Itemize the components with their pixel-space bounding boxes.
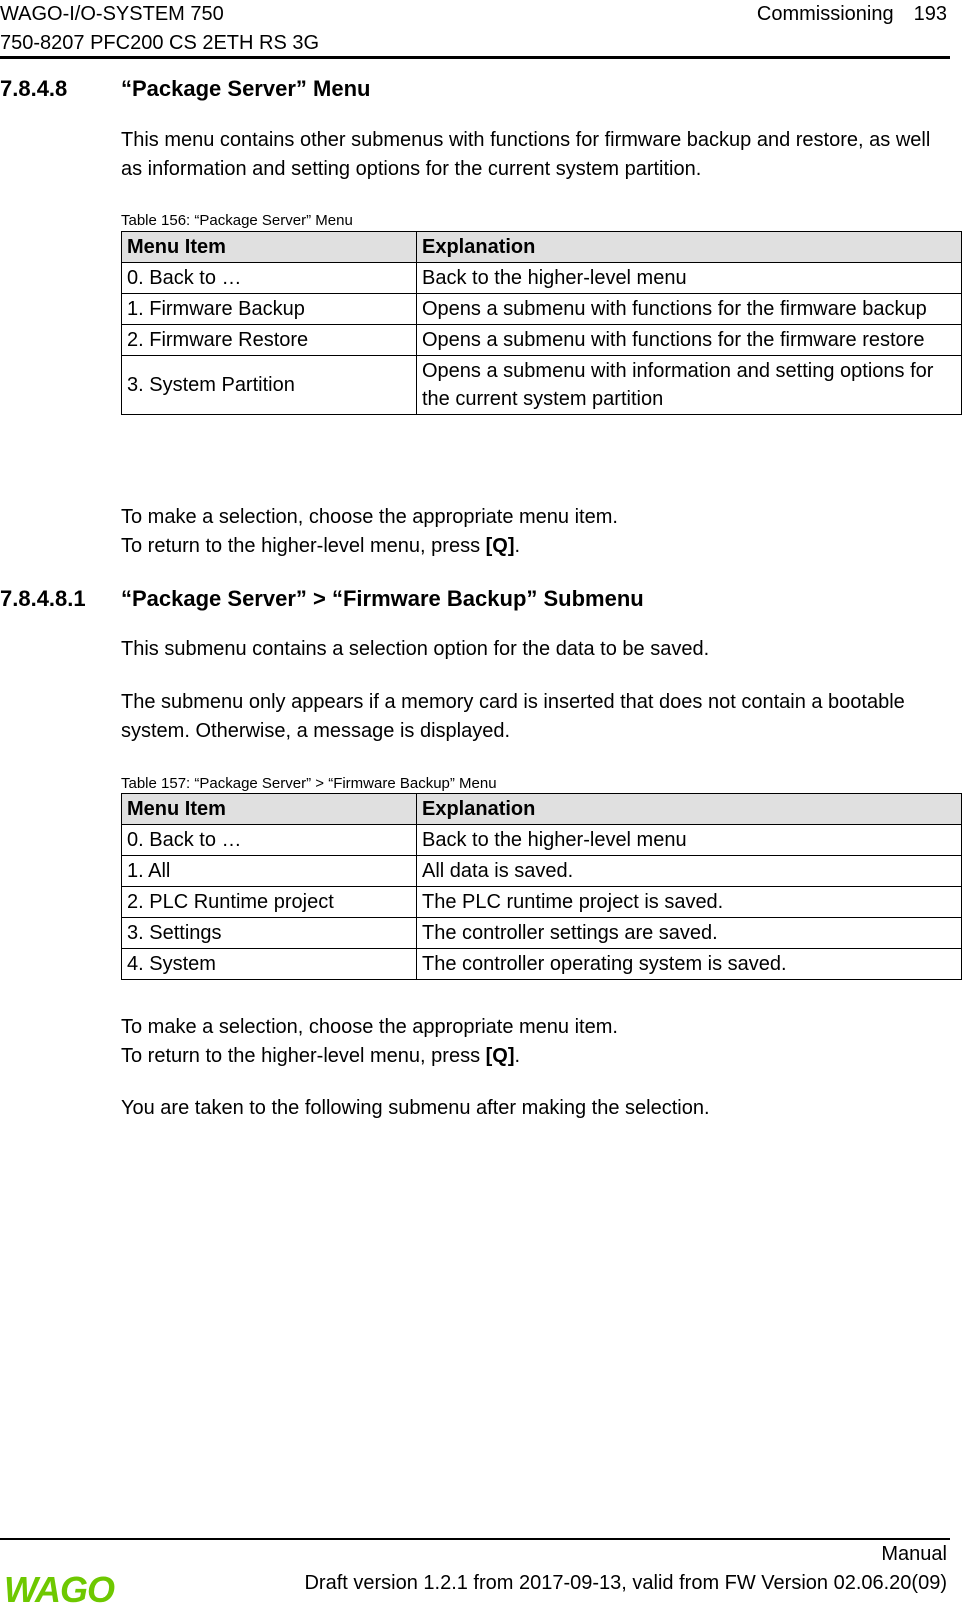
table-cell: 0. Back to … <box>122 825 417 856</box>
table-row <box>122 325 962 356</box>
table-cell: Opens a submenu with functions for the firmware backup <box>417 294 962 325</box>
page-number: 193 <box>913 3 947 25</box>
column-header: Explanation <box>417 232 962 263</box>
table-cell: 2. Firmware Restore <box>122 325 417 356</box>
column-header: Menu Item <box>122 794 417 825</box>
column-header: Explanation <box>417 794 962 825</box>
table-cell: Back to the higher-level menu <box>417 825 962 856</box>
table-cell: 1. Firmware Backup <box>122 294 417 325</box>
menu-table-package-server <box>121 231 962 415</box>
subsection-title: “Package Server” > “Firmware Backup” Submenu <box>121 586 644 611</box>
table-cell: Opens a submenu with information and setting options for the current system partition <box>417 356 962 415</box>
table-row <box>122 825 962 856</box>
table-cell: 2. PLC Runtime project <box>122 887 417 918</box>
table-cell: 0. Back to … <box>122 263 417 294</box>
instruction-return <box>121 1042 951 1071</box>
key-q: [Q] <box>485 535 515 557</box>
header-model: 750-8207 PFC200 CS 2ETH RS 3G <box>0 32 320 54</box>
footer-rule <box>0 1538 950 1540</box>
wago-logo-text: WAGO <box>4 1570 114 1608</box>
instruction-return-text: To return to the higher-level menu, press <box>121 1045 486 1067</box>
table-row <box>122 294 962 325</box>
subsection-note: The submenu only appears if a memory card is inserted that does not contain a bootable system. Otherwise, a message is displayed. <box>121 691 905 742</box>
column-header: Menu Item <box>122 232 417 263</box>
wago-logo <box>2 1570 122 1608</box>
instruction-return-end: . <box>514 535 521 557</box>
key-q: [Q] <box>485 1045 515 1067</box>
table-cell: The controller operating system is saved. <box>417 949 962 980</box>
instruction-next: You are taken to the following submenu after making the selection. <box>121 1097 710 1119</box>
table-cell: 3. System Partition <box>122 356 417 415</box>
table-row <box>122 856 962 887</box>
table-cell: 3. Settings <box>122 918 417 949</box>
page-header-left <box>0 0 319 58</box>
footer-doc-type: Manual <box>881 1543 947 1565</box>
table-cell: Opens a submenu with functions for the firmware restore <box>417 325 962 356</box>
section-heading <box>0 74 370 104</box>
section-title: “Package Server” Menu <box>121 76 371 101</box>
table-row <box>122 263 962 294</box>
table-cell: Back to the higher-level menu <box>417 263 962 294</box>
table-header-row <box>122 794 962 825</box>
table-header-row <box>122 232 962 263</box>
subsection-heading <box>0 584 644 614</box>
table-caption: Table 156: “Package Server” Menu <box>121 212 353 229</box>
table-cell: 4. System <box>122 949 417 980</box>
table-cell: All data is saved. <box>417 856 962 887</box>
instruction-select: To make a selection, choose the appropriate menu item. <box>121 506 618 528</box>
table-row <box>122 949 962 980</box>
instruction-return <box>121 532 951 561</box>
table-row <box>122 356 962 415</box>
table-cell: The controller settings are saved. <box>417 918 962 949</box>
instruction-return-text: To return to the higher-level menu, press <box>121 535 486 557</box>
section-number: 7.8.4.8 <box>0 76 68 101</box>
instruction-return-end: . <box>514 1045 521 1067</box>
section-intro: This menu contains other submenus with functions for firmware backup and restore, as well as information and setting options for the current system partition. <box>121 129 931 180</box>
table-caption: Table 157: “Package Server” > “Firmware Backup” Menu <box>121 775 497 792</box>
instruction-select: To make a selection, choose the appropriate menu item. <box>121 1016 618 1038</box>
subsection-intro: This submenu contains a selection option for the data to be saved. <box>121 638 710 660</box>
page-header-right <box>757 0 947 29</box>
header-system: WAGO-I/O-SYSTEM 750 <box>0 3 224 25</box>
table-row <box>122 918 962 949</box>
header-chapter: Commissioning <box>756 3 894 25</box>
footer-version: Draft version 1.2.1 from 2017-09-13, valid from FW Version 02.06.20(09) <box>304 1572 947 1594</box>
table-cell: The PLC runtime project is saved. <box>417 887 962 918</box>
menu-table-firmware-backup <box>121 793 962 980</box>
header-rule <box>0 56 950 59</box>
table-cell: 1. All <box>122 856 417 887</box>
table-row <box>122 887 962 918</box>
subsection-number: 7.8.4.8.1 <box>0 586 86 611</box>
